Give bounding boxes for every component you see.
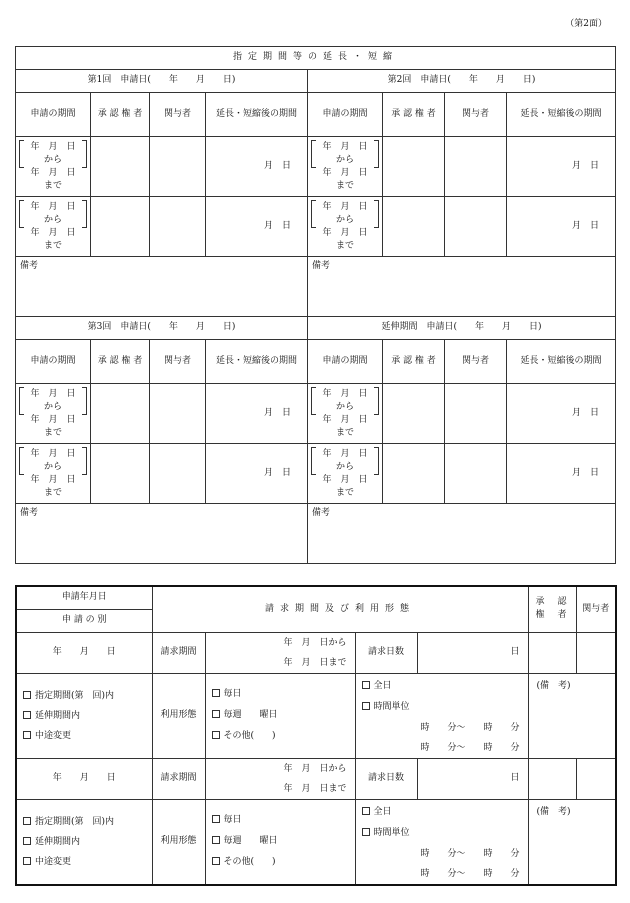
period-line: 年 月 日 xyxy=(30,227,76,238)
period-line: 年 月 日 xyxy=(30,141,76,152)
checkbox-icon[interactable] xyxy=(23,731,31,739)
approver-cell[interactable] xyxy=(91,137,150,197)
period-line: まで xyxy=(335,427,354,438)
usage-option-label: その他( ) xyxy=(223,731,276,741)
period-line: から xyxy=(43,154,62,165)
period-line: から xyxy=(335,461,354,472)
bracket-left-icon xyxy=(311,200,316,228)
involved-cell[interactable] xyxy=(445,384,507,444)
checkbox-icon[interactable] xyxy=(212,836,220,844)
col-approver: 承 認 権 者 xyxy=(91,93,150,137)
involved-cell[interactable] xyxy=(150,197,206,257)
usage-option-label: その他( ) xyxy=(223,857,276,867)
time-option[interactable] xyxy=(356,823,528,844)
period-line: から xyxy=(335,401,354,412)
period-line: まで xyxy=(335,180,354,191)
time-option-label: 時間単位 xyxy=(373,701,410,712)
checkbox-icon[interactable] xyxy=(23,837,31,845)
period-cell xyxy=(16,197,91,257)
time-range[interactable]: 時 分〜 時 分 xyxy=(420,742,520,753)
type-option[interactable] xyxy=(17,706,152,726)
header-involved: 関与者 xyxy=(576,586,616,632)
involved-cell[interactable] xyxy=(445,197,507,257)
period-line: 年 月 日 xyxy=(30,167,76,178)
checkbox-icon[interactable] xyxy=(23,691,31,699)
usage-option-label: 毎日 xyxy=(223,815,242,825)
period-cell xyxy=(308,197,383,257)
approver-cell[interactable] xyxy=(383,444,445,504)
block-2-header: 第2回 申請日( 年 月 日) xyxy=(308,70,616,93)
period-cell xyxy=(16,137,91,197)
usage-option[interactable] xyxy=(206,684,355,705)
period-label: 請求期間 xyxy=(152,758,205,799)
bracket-left-icon xyxy=(19,387,24,415)
request-type xyxy=(16,799,152,885)
type-option[interactable] xyxy=(17,812,152,832)
date-value[interactable]: 年 月 日 xyxy=(16,632,152,673)
time-option[interactable] xyxy=(356,676,528,697)
col-involved: 関与者 xyxy=(445,93,507,137)
time-range[interactable]: 時 分〜 時 分 xyxy=(420,722,520,733)
checkbox-icon[interactable] xyxy=(23,711,31,719)
checkbox-icon[interactable] xyxy=(23,817,31,825)
col-period: 申請の期間 xyxy=(16,340,91,384)
type-option-label: 中途変更 xyxy=(35,730,72,741)
period-line: 年 月 日 xyxy=(30,448,76,459)
period-line: まで xyxy=(43,487,62,498)
period-cell xyxy=(16,384,91,444)
approver-cell[interactable] xyxy=(528,758,576,799)
type-option[interactable] xyxy=(17,686,152,706)
time-option-label: 全日 xyxy=(373,806,392,817)
month-day: 月 日 xyxy=(507,197,616,257)
col-involved: 関与者 xyxy=(445,340,507,384)
header-type: 申 請 の 別 xyxy=(16,609,152,632)
period-line: 年 月 日 xyxy=(322,414,368,425)
month-day: 月 日 xyxy=(507,384,616,444)
block-1-header: 第1回 申請日( 年 月 日) xyxy=(16,70,308,93)
month-day: 月 日 xyxy=(507,444,616,504)
time-range[interactable]: 時 分〜 時 分 xyxy=(420,848,520,859)
remarks-cell[interactable]: (備 考) xyxy=(528,673,616,758)
period-line: から xyxy=(335,214,354,225)
remarks-cell[interactable]: 備考 xyxy=(16,257,308,317)
period-line: 年 月 日 xyxy=(322,167,368,178)
col-extended: 延長・短縮後の期間 xyxy=(206,93,308,137)
approver-cell[interactable] xyxy=(91,197,150,257)
checkbox-icon[interactable] xyxy=(212,710,220,718)
involved-cell[interactable] xyxy=(150,444,206,504)
remarks-cell[interactable]: (備 考) xyxy=(528,799,616,885)
type-option-label: 指定期間(第 回)内 xyxy=(35,690,115,701)
month-day: 月 日 xyxy=(206,384,308,444)
type-option-label: 指定期間(第 回)内 xyxy=(35,816,115,827)
type-option-label: 中途変更 xyxy=(35,856,72,867)
involved-cell[interactable] xyxy=(445,137,507,197)
checkbox-icon[interactable] xyxy=(362,807,370,815)
checkbox-icon[interactable] xyxy=(23,857,31,865)
usage-option[interactable] xyxy=(206,810,355,831)
section-title: 指定期間等の延長・短縮 xyxy=(16,47,616,70)
period-line: 年 月 日 xyxy=(322,201,368,212)
col-extended: 延長・短縮後の期間 xyxy=(507,93,616,137)
block-3-header: 第3回 申請日( 年 月 日) xyxy=(16,317,308,340)
involved-cell[interactable] xyxy=(576,632,616,673)
bracket-left-icon xyxy=(19,447,24,475)
bracket-right-icon xyxy=(82,447,87,475)
days-unit[interactable]: 日 xyxy=(417,632,528,673)
period-line: 年 月 日 xyxy=(322,474,368,485)
period-line: まで xyxy=(335,240,354,251)
period-range: 年 月 日から 年 月 日まで xyxy=(205,758,355,799)
usage-label: 利用形態 xyxy=(152,673,205,758)
involved-cell[interactable] xyxy=(445,444,507,504)
bracket-right-icon xyxy=(82,140,87,168)
type-option[interactable] xyxy=(17,726,152,746)
time-option[interactable] xyxy=(356,802,528,823)
days-unit[interactable]: 日 xyxy=(417,758,528,799)
days-label: 請求日数 xyxy=(355,758,417,799)
col-extended: 延長・短縮後の期間 xyxy=(507,340,616,384)
approver-cell[interactable] xyxy=(383,197,445,257)
approver-cell[interactable] xyxy=(91,444,150,504)
period-line: まで xyxy=(43,240,62,251)
type-option-label: 延伸期間内 xyxy=(35,710,81,721)
checkbox-icon[interactable] xyxy=(212,731,220,739)
col-approver: 承 認 権 者 xyxy=(91,340,150,384)
bracket-left-icon xyxy=(19,140,24,168)
period-line: 年 月 日 xyxy=(30,388,76,399)
bracket-right-icon xyxy=(82,387,87,415)
involved-cell[interactable] xyxy=(576,758,616,799)
col-period: 申請の期間 xyxy=(16,93,91,137)
bracket-right-icon xyxy=(374,140,379,168)
period-cell xyxy=(308,137,383,197)
approver-cell[interactable] xyxy=(383,137,445,197)
bracket-right-icon xyxy=(82,200,87,228)
type-option[interactable] xyxy=(17,852,152,872)
header-approver: 承 認 権 者 xyxy=(528,586,576,632)
bracket-right-icon xyxy=(374,447,379,475)
col-involved: 関与者 xyxy=(150,340,206,384)
time-option-label: 時間単位 xyxy=(373,827,410,838)
time-options xyxy=(355,673,528,758)
usage-option-label: 毎日 xyxy=(223,689,242,699)
date-value[interactable]: 年 月 日 xyxy=(16,758,152,799)
period-range: 年 月 日から 年 月 日まで xyxy=(205,632,355,673)
period-line: 年 月 日 xyxy=(322,448,368,459)
month-day: 月 日 xyxy=(206,197,308,257)
usage-option[interactable] xyxy=(206,705,355,726)
usage-option-label: 毎週 曜日 xyxy=(223,836,278,846)
col-period: 申請の期間 xyxy=(308,340,383,384)
checkbox-icon[interactable] xyxy=(212,857,220,865)
header-main: 請求期間及び利用形態 xyxy=(152,586,528,632)
bracket-right-icon xyxy=(374,387,379,415)
checkbox-icon[interactable] xyxy=(362,702,370,710)
col-extended: 延長・短縮後の期間 xyxy=(206,340,308,384)
type-option[interactable] xyxy=(17,832,152,852)
remarks-cell[interactable]: 備考 xyxy=(308,257,616,317)
checkbox-icon[interactable] xyxy=(212,815,220,823)
approver-cell[interactable] xyxy=(528,632,576,673)
involved-cell[interactable] xyxy=(150,137,206,197)
period-line: 年 月 日 xyxy=(30,414,76,425)
col-approver: 承 認 権 者 xyxy=(383,340,445,384)
period-line: 年 月 日 xyxy=(322,227,368,238)
usage-option[interactable] xyxy=(206,852,355,873)
block-4-header: 延伸期間 申請日( 年 月 日) xyxy=(308,317,616,340)
usage-options xyxy=(205,799,355,885)
involved-cell[interactable] xyxy=(150,384,206,444)
bracket-right-icon xyxy=(374,200,379,228)
usage-option-label: 毎週 曜日 xyxy=(223,710,278,720)
usage-option[interactable] xyxy=(206,726,355,747)
time-option-label: 全日 xyxy=(373,680,392,691)
period-line: 年 月 日 xyxy=(322,141,368,152)
time-option[interactable] xyxy=(356,697,528,718)
approver-cell[interactable] xyxy=(91,384,150,444)
checkbox-icon[interactable] xyxy=(212,689,220,697)
month-day: 月 日 xyxy=(507,137,616,197)
period-line: から xyxy=(43,214,62,225)
checkbox-icon[interactable] xyxy=(362,681,370,689)
extension-table xyxy=(15,46,616,564)
period-cell xyxy=(308,444,383,504)
usage-option[interactable] xyxy=(206,831,355,852)
period-line: 年 月 日 xyxy=(322,388,368,399)
period-line: 年 月 日 xyxy=(30,201,76,212)
approver-cell[interactable] xyxy=(383,384,445,444)
period-line: まで xyxy=(335,487,354,498)
header-date: 申請年月日 xyxy=(16,586,152,609)
period-line: から xyxy=(43,401,62,412)
col-period: 申請の期間 xyxy=(308,93,383,137)
period-line: まで xyxy=(43,180,62,191)
col-approver: 承 認 権 者 xyxy=(383,93,445,137)
period-label: 請求期間 xyxy=(152,632,205,673)
period-line: から xyxy=(43,461,62,472)
usage-label: 利用形態 xyxy=(152,799,205,885)
period-cell xyxy=(16,444,91,504)
period-line: 年 月 日 xyxy=(30,474,76,485)
month-day: 月 日 xyxy=(206,444,308,504)
type-option-label: 延伸期間内 xyxy=(35,836,81,847)
time-options xyxy=(355,799,528,885)
page-label: （第2面） xyxy=(565,19,607,29)
period-line: から xyxy=(335,154,354,165)
period-cell xyxy=(308,384,383,444)
request-table xyxy=(15,585,617,886)
checkbox-icon[interactable] xyxy=(362,828,370,836)
period-line: まで xyxy=(43,427,62,438)
bracket-left-icon xyxy=(311,140,316,168)
remarks-cell[interactable]: 備考 xyxy=(308,504,616,564)
bracket-left-icon xyxy=(311,387,316,415)
remarks-cell[interactable]: 備考 xyxy=(16,504,308,564)
time-range[interactable]: 時 分〜 時 分 xyxy=(420,868,520,879)
month-day: 月 日 xyxy=(206,137,308,197)
col-involved: 関与者 xyxy=(150,93,206,137)
bracket-left-icon xyxy=(19,200,24,228)
days-label: 請求日数 xyxy=(355,632,417,673)
request-type xyxy=(16,673,152,758)
usage-options xyxy=(205,673,355,758)
bracket-left-icon xyxy=(311,447,316,475)
